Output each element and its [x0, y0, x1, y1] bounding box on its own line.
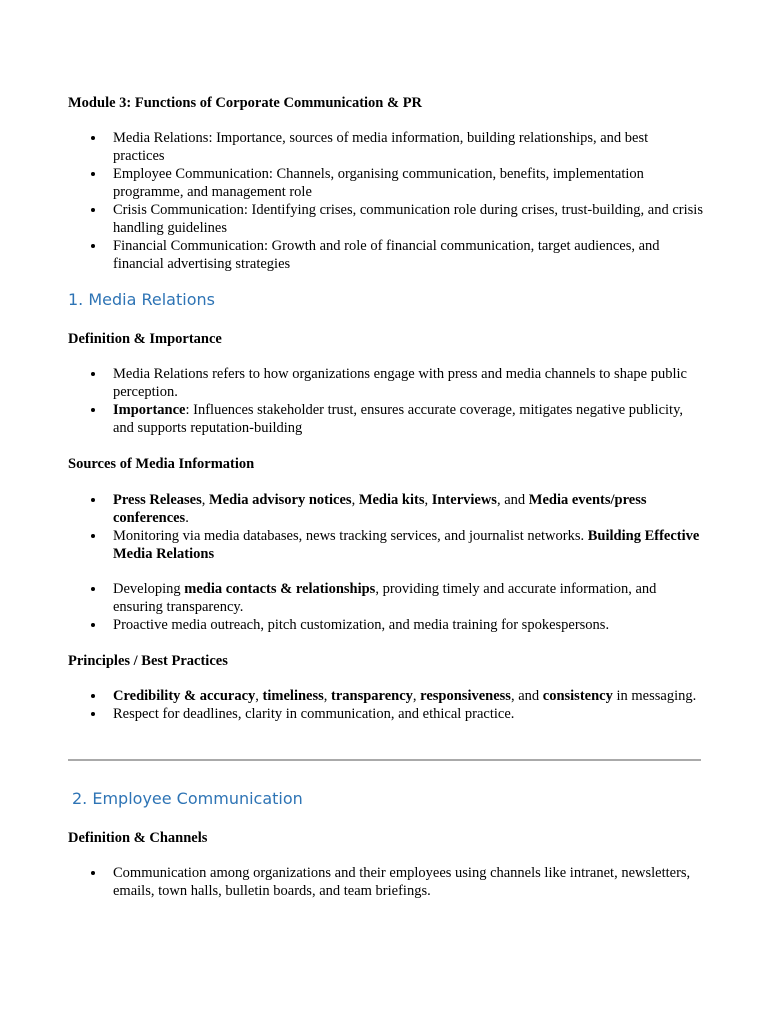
overview-list [113, 129, 703, 273]
channels-list [113, 864, 703, 900]
subheading-definition-importance: Definition & Importance [68, 331, 222, 347]
module-title: Module 3: Functions of Corporate Communication & PR [68, 95, 423, 111]
subheading-sources: Sources of Media Information [68, 456, 255, 472]
list-item: Communication among organizations and their employees using channels like intranet, newsletters, emails, town halls, bulletin boards, and team briefings. [113, 864, 703, 900]
list-item: Proactive media outreach, pitch customization, and media training for spokespersons. [113, 616, 703, 634]
list-item: Credibility & accuracy, timeliness, transparency, responsiveness, and consistency in messaging. [113, 687, 703, 705]
principles-list [113, 687, 703, 723]
list-item: Respect for deadlines, clarity in communication, and ethical practice. [113, 705, 703, 723]
list-item: Crisis Communication: Identifying crises, communication role during crises, trust-building, and crisis handling guidelines [113, 202, 703, 236]
list-item: Monitoring via media databases, news tracking services, and journalist networks. Building Effective Media Relations [113, 527, 703, 563]
list-item: Importance: Influences stakeholder trust, ensures accurate coverage, mitigates negative publicity, and supports reputation-building [113, 401, 703, 437]
building-list [113, 580, 703, 634]
list-item: Employee Communication: Channels, organising communication, benefits, implementation programme, and management role [113, 165, 703, 201]
inline-heading-building: Building Effective Media Relations [113, 528, 700, 562]
definition-list [113, 365, 703, 437]
section-title-media-relations: 1. Media Relations [68, 290, 215, 309]
list-item: Media Relations refers to how organizations engage with press and media channels to shape public perception. [113, 365, 703, 401]
subheading-principles: Principles / Best Practices [68, 653, 228, 669]
list-item: Developing media contacts & relationships, providing timely and accurate information, and ensuring transparency. [113, 580, 703, 616]
bold-term: Importance [113, 402, 186, 418]
list-item: Press Releases, Media advisory notices, Media kits, Interviews, and Media events/press conferences. [113, 491, 703, 527]
subheading-definition-channels: Definition & Channels [68, 830, 208, 846]
section-title-employee-communication: 2. Employee Communication [72, 789, 303, 808]
list-item: Financial Communication: Growth and role of financial communication, target audiences, and financial advertising strategies [113, 237, 703, 273]
horizontal-rule [68, 759, 701, 761]
list-item: Media Relations: Importance, sources of media information, building relationships, and best practices [113, 129, 703, 165]
sources-list [113, 491, 703, 563]
